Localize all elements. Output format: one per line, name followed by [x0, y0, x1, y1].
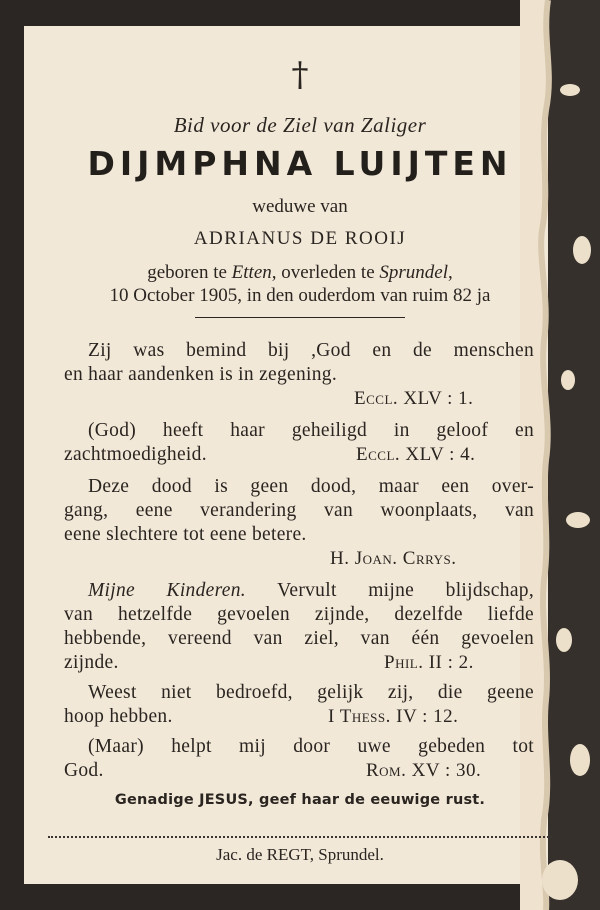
- verse-5-line-2: hoop hebben.: [64, 706, 173, 727]
- mourning-border-bottom: [0, 884, 600, 910]
- verse-2-reference: Eccl. XLV : 4.: [356, 444, 476, 465]
- verse-4-line-1-rest: Vervult mijne blijdschap,: [245, 580, 534, 601]
- cross-icon: †: [291, 55, 309, 95]
- born-pre: geboren te: [147, 262, 232, 283]
- verse-4-line-1: [88, 580, 534, 602]
- closing-prayer: Genadige JESUS, geef haar de eeuwige rust.: [114, 792, 486, 808]
- verse-4-line-4: zijnde.: [64, 652, 119, 673]
- born-post: ,: [448, 262, 453, 283]
- verse-3-line-2: gang, eene verandering van woonplaats, van: [64, 500, 534, 521]
- verse-6-line-2: God.: [64, 760, 104, 781]
- verse-4-line-3: hebbende, vereend van ziel, van één gevoelen: [64, 628, 534, 649]
- verse-4-reference: Phil. II : 2.: [384, 652, 474, 673]
- birth-death-line-2: 10 October 1905, in den ouderdom van ruim 82 ja: [109, 285, 491, 306]
- deceased-name: DIJMPHNA LUIJTEN: [87, 144, 513, 183]
- divider-rule: [195, 317, 405, 318]
- verse-3-line-1: Deze dood is geen dood, maar een over-: [88, 476, 534, 497]
- dotted-divider: [48, 836, 552, 838]
- husband-name: ADRIANUS DE ROOIJ: [193, 228, 407, 249]
- born-mid: , overleden te: [271, 262, 380, 283]
- verse-6-line-1: (Maar) helpt mij door uwe gebeden tot: [88, 736, 534, 757]
- widow-of-label: weduwe van: [252, 196, 348, 217]
- verse-4-line-2: van hetzelfde gevoelen zijnde, dezelfde liefde: [64, 604, 534, 625]
- birth-death-line-1: [0, 262, 600, 284]
- verse-5-reference: I Thess. IV : 12.: [328, 706, 459, 727]
- verse-1-reference: Eccl. XLV : 1.: [354, 388, 474, 409]
- verse-5-line-1: Weest niet bedroefd, gelijk zij, die geene: [88, 682, 534, 703]
- mourning-border-top: [0, 0, 600, 26]
- verse-4-address: Mijne Kinderen.: [88, 580, 246, 601]
- verse-1-line-2: en haar aandenken is in zegening.: [64, 364, 338, 385]
- verse-2-line-1: (God) heeft haar geheiligd in geloof en: [88, 420, 534, 441]
- birth-place: Etten: [231, 262, 272, 283]
- prayer-intro: Bid voor de Ziel van Zaliger: [173, 113, 427, 137]
- verse-6-reference: Rom. XV : 30.: [366, 760, 482, 781]
- verse-2-line-2: zachtmoedigheid.: [64, 444, 207, 465]
- death-place: Sprundel: [379, 262, 448, 283]
- verse-3-reference: H. Joan. Crrys.: [330, 548, 457, 569]
- verse-1-line-1: Zij was bemind bij ,God en de menschen: [88, 340, 534, 361]
- verse-3-line-3: eene slechtere tot eene betere.: [64, 524, 307, 545]
- printer-imprint: Jac. de REGT, Sprundel.: [216, 845, 384, 864]
